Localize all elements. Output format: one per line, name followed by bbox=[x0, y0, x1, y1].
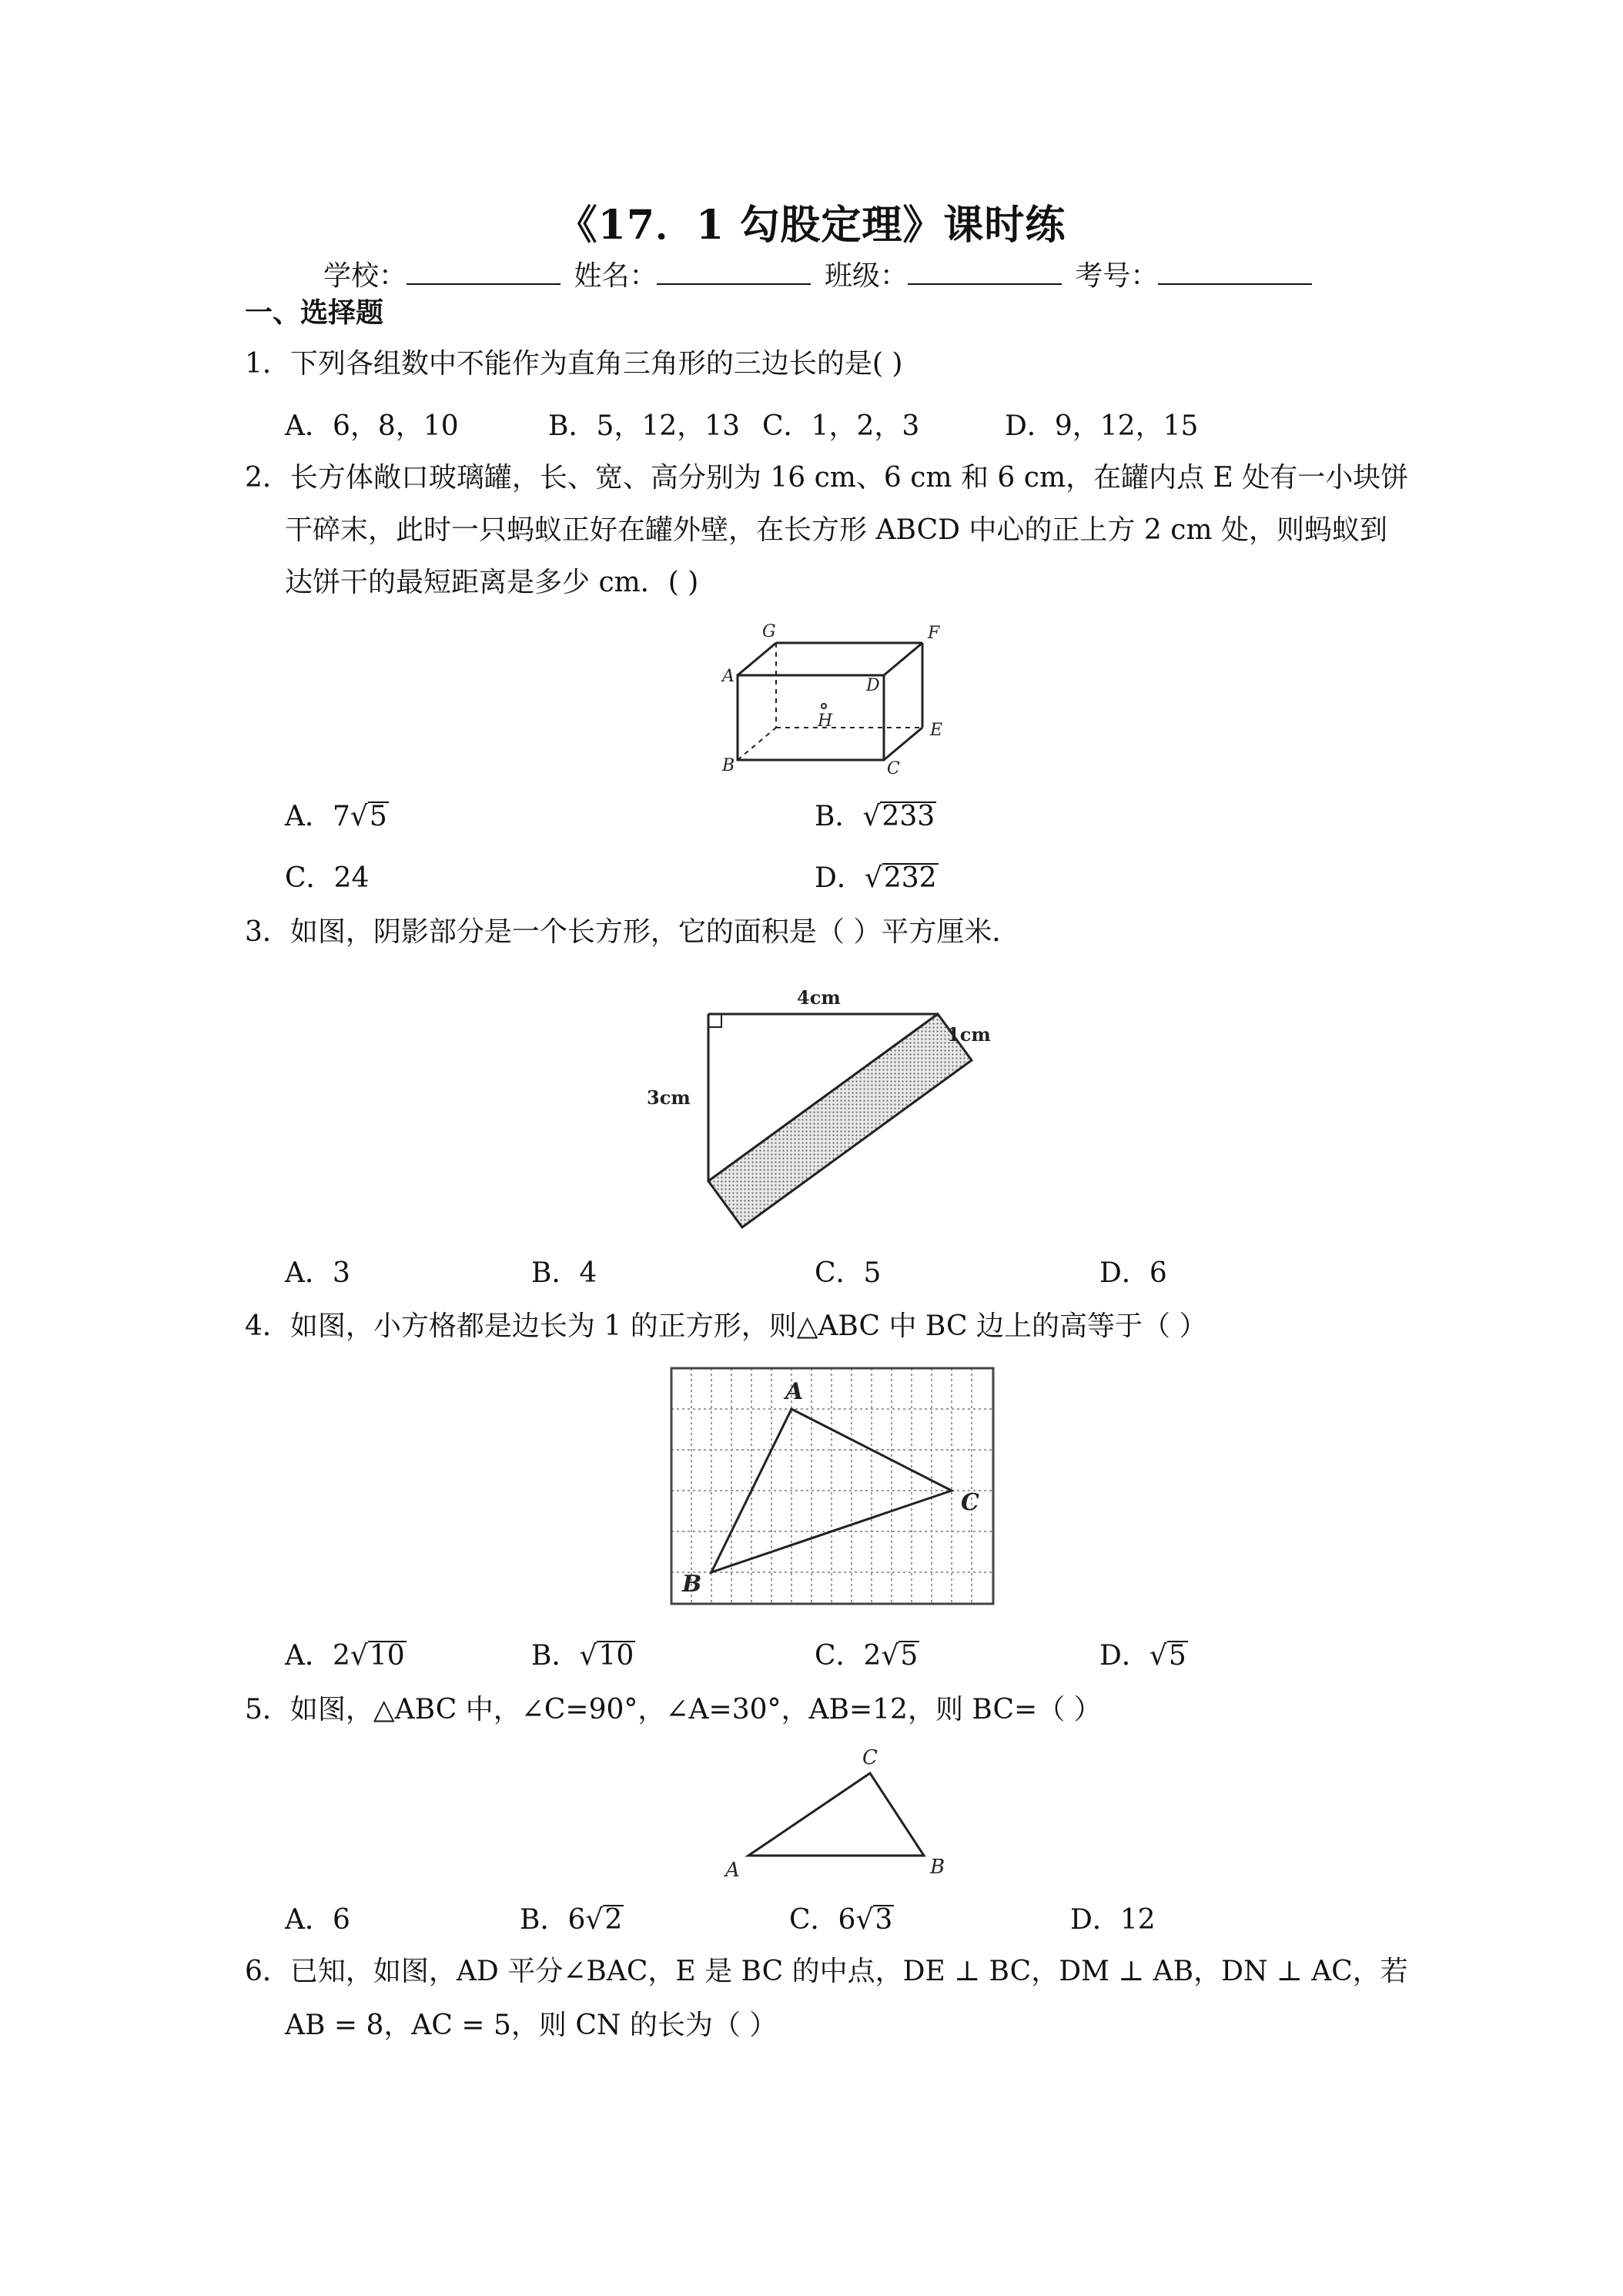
question-5-text: 5．如图，△ABC 中，∠C=90°，∠A=30°，AB=12，则 BC=（ ） bbox=[245, 1694, 1102, 1725]
label-a: A bbox=[722, 667, 735, 686]
label-g: G bbox=[762, 622, 776, 641]
q3-option-c: C．5 bbox=[815, 1257, 882, 1289]
q2-option-a: A．7√5 bbox=[285, 801, 387, 832]
q1-option-d: D．9，12，15 bbox=[1005, 410, 1199, 442]
class-label: 班级： bbox=[824, 260, 908, 292]
q5-option-a: A．6 bbox=[285, 1904, 350, 1936]
point-h bbox=[822, 704, 826, 708]
label-c: C bbox=[961, 1489, 979, 1516]
question-2-line-2: 干碎末，此时一只蚂蚁正好在罐外壁，在长方形 ABCD 中心的正上方 2 cm 处，则蚂蚁到 bbox=[285, 514, 1387, 546]
q3-option-d: D．6 bbox=[1099, 1257, 1167, 1289]
exam-no-label: 考号： bbox=[1075, 260, 1159, 292]
question-2-line-3: 达饼干的最短距离是多少 cm．( ) bbox=[285, 567, 699, 598]
shaded-rectangle bbox=[708, 1014, 972, 1227]
label-c: C bbox=[887, 759, 900, 774]
q3-option-b: B．4 bbox=[531, 1257, 597, 1289]
q2-option-b: B．√233 bbox=[815, 801, 935, 832]
label-b: B bbox=[722, 756, 735, 774]
q4-option-c: C．2√5 bbox=[815, 1640, 919, 1672]
front-face bbox=[738, 675, 884, 760]
q1-option-b: B．5，12，13 bbox=[548, 410, 740, 442]
label-b: B bbox=[682, 1571, 702, 1598]
label-a: A bbox=[725, 1859, 740, 1882]
question-2-line-1: 2．长方体敞口玻璃罐，长、宽、高分别为 16 cm、6 cm 和 6 cm，在罐内点 E 处有一小块饼 bbox=[245, 462, 1409, 494]
q3-option-a: A．3 bbox=[285, 1257, 350, 1289]
exam-no-blank[interactable] bbox=[1158, 260, 1312, 285]
q4-option-a: A．2√10 bbox=[285, 1640, 405, 1672]
label-d: D bbox=[866, 676, 880, 695]
label-f: F bbox=[928, 624, 940, 643]
student-info-row bbox=[323, 254, 1317, 293]
question-3-text: 3．如图，阴影部分是一个长方形，它的面积是（ ）平方厘米． bbox=[245, 916, 1020, 948]
label-b: B bbox=[930, 1856, 945, 1879]
q5-option-c: C．6√3 bbox=[789, 1904, 893, 1936]
question-4-text: 4．如图，小方格都是边长为 1 的正方形，则△ABC 中 BC 边上的高等于（ ） bbox=[245, 1310, 1207, 1342]
label-4cm: 4cm bbox=[797, 986, 841, 1009]
q5-right-triangle-figure bbox=[708, 1736, 962, 1890]
label-a: A bbox=[785, 1378, 804, 1405]
name-label: 姓名： bbox=[574, 260, 658, 292]
q1-option-a: A．6，8，10 bbox=[285, 410, 459, 442]
page-title: 《17．1 勾股定理》课时练 bbox=[557, 202, 1066, 249]
q4-option-b: B．√10 bbox=[531, 1640, 634, 1672]
triangle-abc bbox=[748, 1773, 924, 1856]
q2-option-c: C．24 bbox=[285, 862, 370, 894]
school-label: 学校： bbox=[323, 260, 407, 292]
class-blank[interactable] bbox=[908, 260, 1062, 285]
q4-option-d: D．√5 bbox=[1099, 1640, 1186, 1672]
question-6-line-2: AB = 8，AC = 5，则 CN 的长为（ ） bbox=[285, 2010, 778, 2041]
label-h: H bbox=[818, 711, 833, 731]
q3-shaded-rectangle-figure bbox=[647, 972, 1016, 1241]
name-blank[interactable] bbox=[657, 260, 811, 285]
question-1-text: 1．下列各组数中不能作为直角三角形的三边长的是( ) bbox=[245, 348, 903, 380]
label-3cm: 3cm bbox=[647, 1086, 691, 1109]
school-blank[interactable] bbox=[407, 260, 561, 285]
label-c: C bbox=[862, 1746, 878, 1769]
q2-option-d: D．√232 bbox=[815, 862, 937, 894]
label-e: E bbox=[930, 721, 943, 740]
question-6-line-1: 6．已知，如图，AD 平分∠BAC，E 是 BC 的中点，DE ⊥ BC，DM ⊥ AB，DN ⊥ AC，若 bbox=[245, 1956, 1408, 1987]
label-1cm: 1cm bbox=[947, 1023, 991, 1046]
q5-option-d: D．12 bbox=[1070, 1904, 1156, 1936]
q4-grid-triangle-figure bbox=[662, 1359, 1001, 1613]
q2-box-figure bbox=[716, 620, 962, 774]
q5-option-b: B．6√2 bbox=[520, 1904, 623, 1936]
section-heading: 一、选择题 bbox=[245, 296, 384, 329]
q1-option-c: C．1，2，3 bbox=[762, 410, 920, 442]
